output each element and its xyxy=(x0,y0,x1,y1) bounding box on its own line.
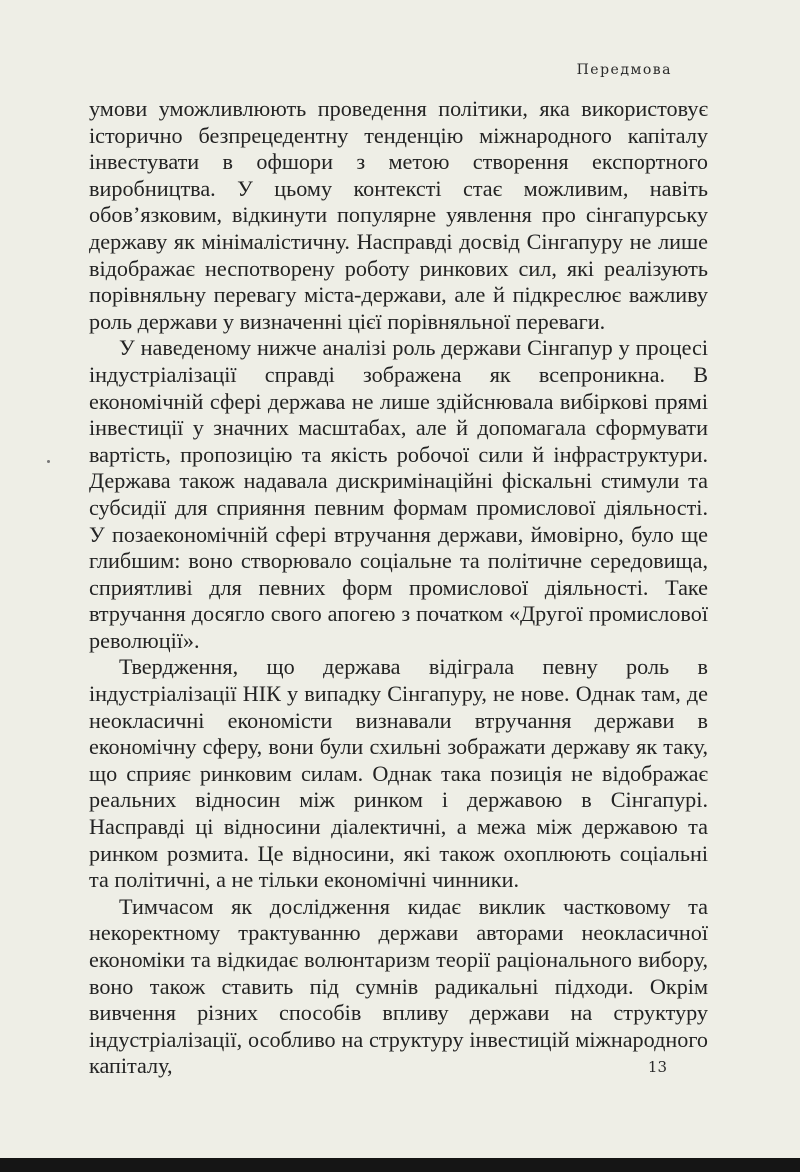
paragraph: У наведеному нижче аналізі роль держави Сінгапур у процесі індустріалізації справді зображена як всепроникна. В економічній сфері держава не лише здійснювала вибіркові прямі інвестиції у значних масштабах, але й допомагала сформувати вартість, пропозицію та якість робочої сили й інфраструктури. Держава також надавала дискримінаційні фіскальні стимули та субсидії для сприяння певним формам промислової діяльності. У позаекономічній сфері втручання держави, ймовірно, було ще глибшим: воно створювало соціальне та політичне середовища, сприятливі для певних форм промислової діяльності. Таке втручання досягло свого апогею з початком «Другої промислової революції». xyxy=(89,335,708,653)
body-text xyxy=(89,96,708,1080)
running-head: Передмова xyxy=(576,62,672,78)
paragraph: Тимчасом як дослідження кидає виклик частковому та некоректному трактуванню держави авторами неокласичної економіки та відкидає волюнтаризм теорії раціонального вибору, воно також ставить під сумнів радикальні підходи. Окрім вивчення різних способів впливу держави на структуру індустріалізації, особливо на структуру інвестицій міжнародного капіталу, xyxy=(89,893,708,1079)
paragraph: Твердження, що держава відіграла певну роль в індустріалізації НІК у випадку Сінгапуру, не нове. Однак там, де неокласичні економісти визнавали втручання держави в економічну сферу, вони були схильні зображати державу як таку, що сприяє ринковим силам. Однак така позиція не відображає реальних відносин між ринком і державою в Сінгапурі. Насправді ці відносини діалектичні, а межа між державою та ринком розмита. Це відносини, які також охоплюють соціальні та політичні, а не тільки економічні чинники. xyxy=(89,654,708,893)
paragraph-continuation: умови уможливлюють проведення політики, яка використовує історично безпрецедентну тенденцію міжнародного капіталу інвестувати в офшори з метою створення експортного виробництва. У цьому контексті стає можливим, навіть обов’язковим, відкинути популярне уявлення про сінгапурську державу як мінімалістичну. Насправді досвід Сінгапуру не лише відображає неспотворену роботу ринкових сил, які реалізують порівняльну перевагу міста-держави, але й підкреслює важливу роль держави у визначенні цієї порівняльної переваги. xyxy=(89,96,708,334)
margin-mark xyxy=(47,460,50,463)
page-number: 13 xyxy=(647,1058,667,1076)
